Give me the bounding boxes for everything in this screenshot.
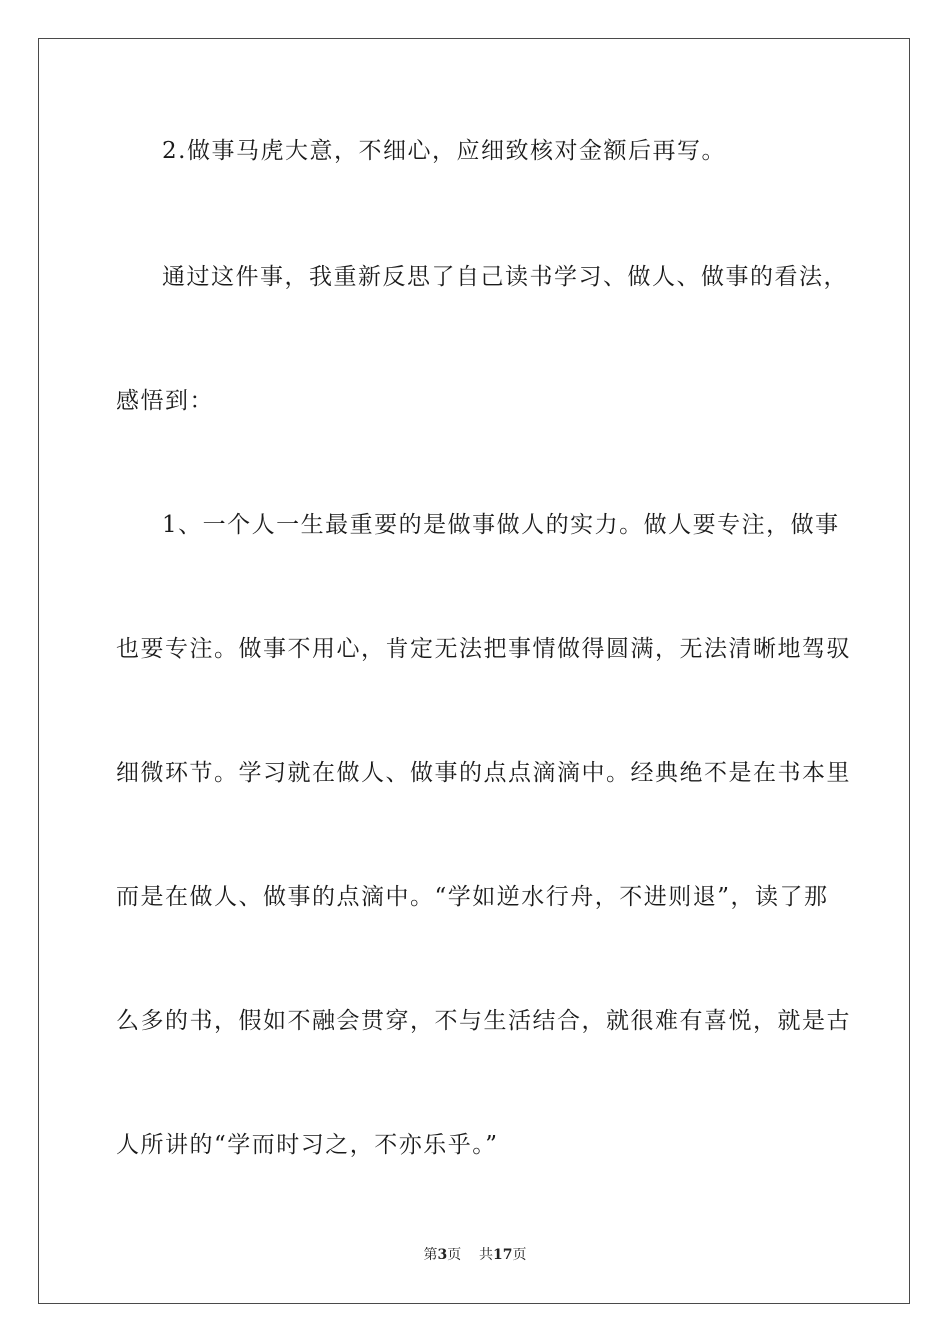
paragraph-line: 人所讲的“学而时习之，不亦乐乎。” [116,1132,499,1158]
page-prefix: 第 [423,1247,438,1263]
total-prefix: 共 [479,1247,494,1263]
paragraph-line: 感悟到： [116,388,214,414]
paragraph-line: 1、一个人一生最重要的是做事做人的实力。做人要专注，做事 [162,512,840,538]
page-number: 3 [437,1247,448,1263]
page-footer [0,1244,950,1264]
paragraph-line: 么多的书，假如不融会贯穿，不与生活结合，就很难有喜悦，就是古 [116,1008,851,1034]
total-suffix: 页 [512,1247,527,1263]
total-pages: 17 [493,1247,513,1263]
paragraph-line: 也要专注。做事不用心，肯定无法把事情做得圆满，无法清晰地驾驭 [116,636,851,662]
paragraph-line: 而是在做人、做事的点滴中。“学如逆水行舟，不进则退”，读了那 [116,884,829,910]
page-suffix: 页 [447,1247,462,1263]
paragraph-line: 2.做事马虎大意，不细心，应细致核对金额后再写。 [162,138,726,164]
paragraph-line: 细微环节。学习就在做人、做事的点点滴滴中。经典绝不是在书本里 [116,760,851,786]
page-border [38,38,910,1304]
paragraph-line: 通过这件事，我重新反思了自己读书学习、做人、做事的看法， [162,264,848,290]
